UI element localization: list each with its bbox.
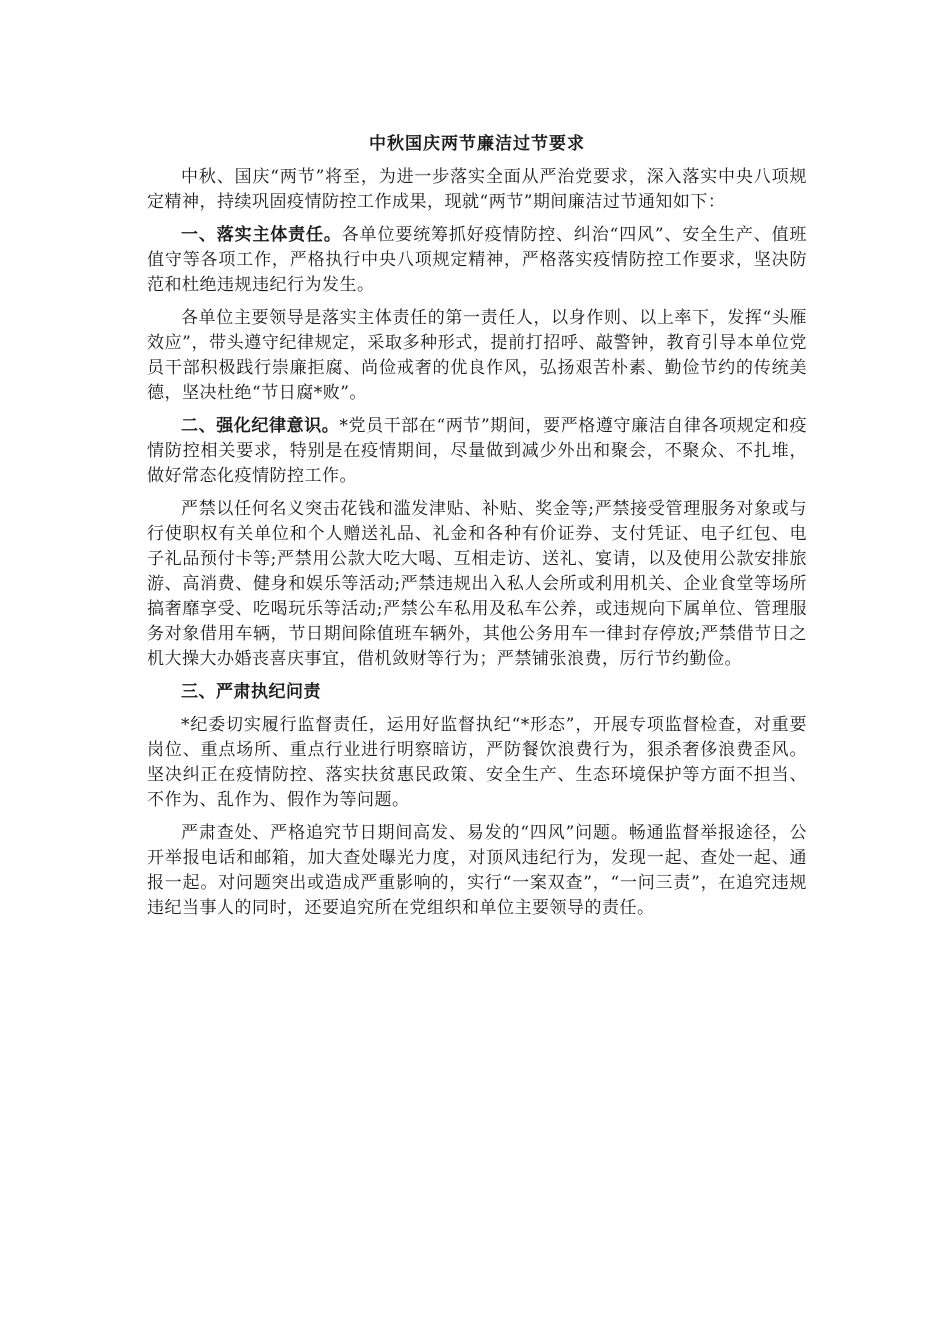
section3-paragraph-2: 严肃查处、严格追究节日期间高发、易发的“四风”问题。畅通监督举报途径，公开举报电话和邮箱，加大查处曝光力度，对顶风违纪行为，发现一起、查处一起、通报一起。对问题突出或造成严重影响的，实行“一案双查”，“一问三责”，在追究违规违纪当事人的同时，还要追究所在党组织和单位主要领导的责任。: [147, 823, 807, 918]
document-title: 中秋国庆两节廉洁过节要求: [369, 134, 585, 154]
document-page: [147, 133, 807, 929]
section2-text: *党员干部在“两节”期间，要严格遵守廉洁自律各项规定和疫情防控相关要求，特别是在疫情期间，尽量做到减少外出和聚会，不聚众、不扎堆，做好常态化疫情防控工作。: [147, 416, 807, 486]
section2-paragraph: [147, 414, 807, 489]
section3-paragraph-1: *纪委切实履行监督责任，运用好监督执纪“*形态”，开展专项监督检查，对重要岗位、重点场所、重点行业进行明察暗访，严防餐饮浪费行为，狠杀奢侈浪费歪风。坚决纠正在疫情防控、落实扶贫惠民政策、安全生产、生态环境保护等方面不担当、不作为、乱作为、假作为等问题。: [147, 715, 807, 810]
section3-heading: 三、严肃执纪问责: [181, 682, 321, 702]
section1-text: 各单位要统筹抓好疫情防控、纠治“四风”、安全生产、值班值守等各项工作，严格执行中央八项规定精神，严格落实疫情防控工作要求，坚决防范和杜绝违规违纪行为发生。: [147, 225, 807, 295]
section1-heading: 一、落实主体责任。: [181, 225, 342, 245]
section1-paragraph: [147, 223, 807, 298]
section1-paragraph-2: 各单位主要领导是落实主体责任的第一责任人，以身作则、以上率下，发挥“头雁效应”，带头遵守纪律规定，采取多种形式，提前打招呼、敲警钟，教育引导本单位党员干部积极践行崇廉拒腐、尚俭戒奢的优良作风，弘扬艰苦朴素、勤俭节约的传统美德，坚决杜绝“节日腐*败”。: [147, 308, 807, 403]
section2-paragraph-2: 严禁以任何名义突击花钱和滥发津贴、补贴、奖金等;严禁接受管理服务对象或与行使职权有关单位和个人赠送礼品、礼金和各种有价证券、支付凭证、电子红包、电子礼品预付卡等;严禁用公款大吃大喝、互相走访、送礼、宴请，以及使用公款安排旅游、高消费、健身和娱乐等活动;严禁违规出入私人会所或利用机关、企业食堂等场所搞奢靡享受、吃喝玩乐等活动;严禁公车私用及私车公养，或违规向下属单位、管理服务对象借用车辆，节日期间除值班车辆外，其他公务用车一律封存停放;严禁借节日之机大操大办婚丧喜庆事宜，借机敛财等行为；严禁铺张浪费，厉行节约勤俭。: [147, 499, 807, 669]
section2-heading: 二、强化纪律意识。: [181, 416, 340, 436]
intro-paragraph: 中秋、国庆“两节”将至，为进一步落实全面从严治党要求，深入落实中央八项规定精神，持续巩固疫情防控工作成果，现就“两节”期间廉洁过节通知如下：: [147, 167, 807, 212]
